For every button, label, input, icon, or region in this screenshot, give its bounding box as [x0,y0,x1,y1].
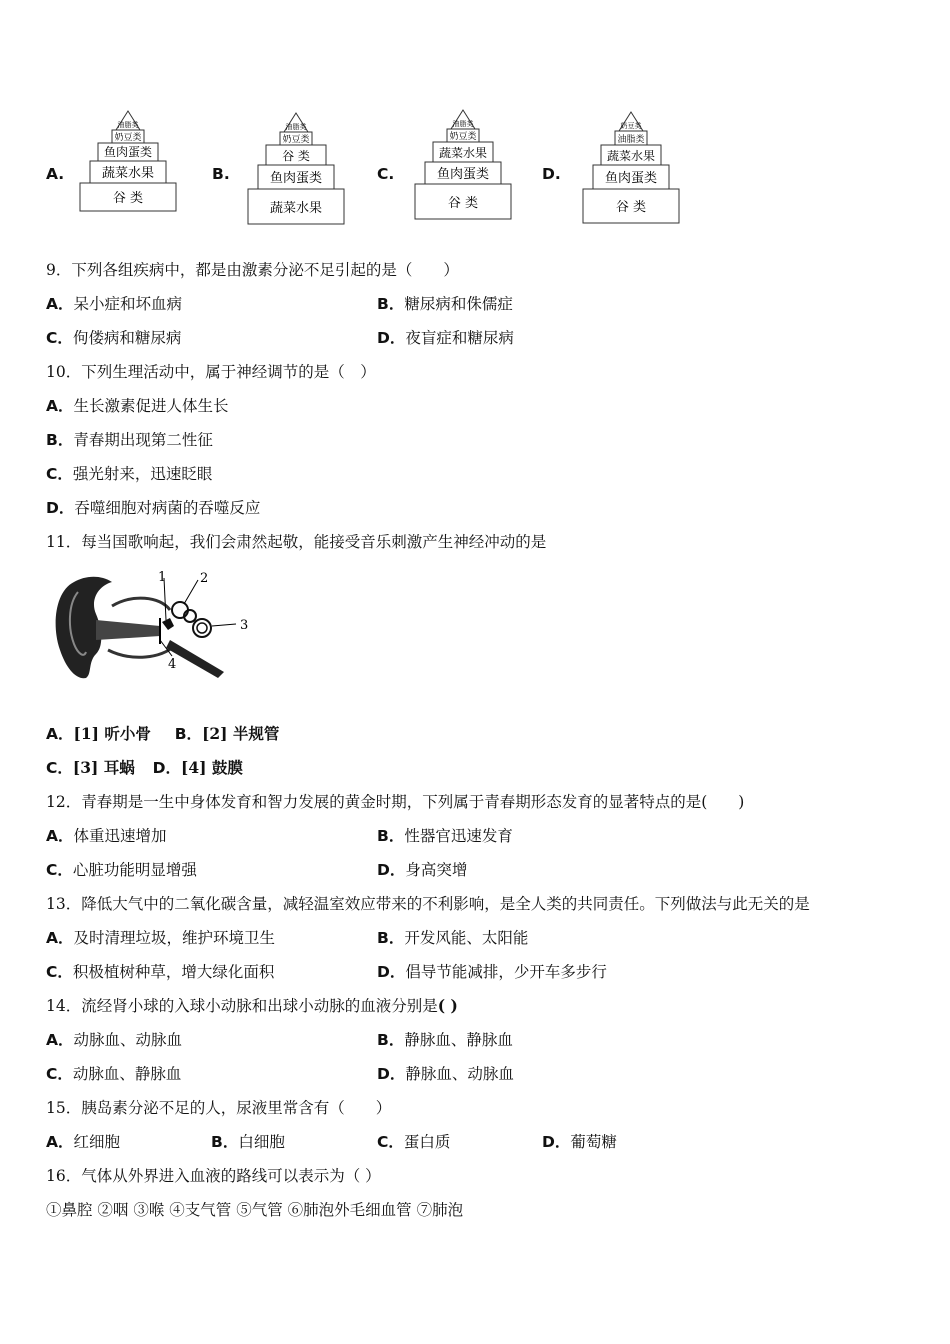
ear-label-1: 1 [158,570,167,585]
q14-option-d: D．静脉血、动脉血 [377,1065,514,1083]
q13-option-c: C．积极植树种草，增大绿化面积 [46,963,275,981]
pyramid-c-label: C. [377,165,395,183]
q10-stem: 10．下列生理活动中，属于神经调节的是（ ） [46,363,376,381]
q12-option-d: D．身高突增 [377,861,468,879]
pyramid-d-tier-1: 奶豆类 [620,122,642,130]
pyramid-c-tier-4: 鱼肉蛋类 [436,167,490,182]
q10-option-d: D．吞噬细胞对病菌的吞噬反应 [46,499,261,517]
pyramid-b-tier-3: 谷 类 [282,149,310,163]
q14-option-c: C．动脉血、静脉血 [46,1065,182,1083]
pyramid-b-tier-4: 鱼肉蛋类 [269,171,323,186]
ear-diagram [52,570,262,688]
q13-stem: 13．降低大气中的二氧化碳含量，减轻温室效应带来的不利影响，是全人类的共同责任。下列做法与此无关的是 [46,895,810,913]
pyramid-options-row [46,108,706,228]
pyramid-d-tier-2: 油脂类 [617,135,645,145]
q15-option-a: A．红细胞 [46,1133,121,1151]
pyramid-c-tier-1: 油脂类 [452,120,474,128]
pyramid-b-tier-1: 油脂类 [285,123,307,131]
pyramid-a [78,108,178,230]
ear-label-2: 2 [200,571,209,586]
q14-stem: 14．流经肾小球的入球小动脉和出球小动脉的血液分别是( ) [46,996,458,1015]
q13-option-b: B．开发风能、太阳能 [377,929,529,947]
pyramid-d-tier-3: 蔬菜水果 [606,149,656,163]
q11-option-c-text: [3] 耳蜗 [72,758,135,777]
ear-label-3: 3 [240,618,249,633]
q11-option-c-label: C． [46,759,73,777]
q14-option-b: B．静脉血、静脉血 [377,1031,513,1049]
q9-option-a: A．呆小症和坏血病 [46,295,183,313]
q13-option-a: A．及时清理垃圾，维护环境卫生 [46,929,276,947]
q15-option-b: B．白细胞 [211,1133,285,1151]
q16-stem: 16．气体从外界进入血液的路线可以表示为（ ） [46,1167,381,1185]
q11-option-d-text: [4] 鼓膜 [181,758,243,777]
pyramid-d-tier-5: 谷 类 [615,200,647,215]
q11-option-d-label: D． [152,759,181,777]
q12-stem: 12．青春期是一生中身体发育和智力发展的黄金时期，下列属于青春期形态发育的显著特点的是( ) [46,793,745,811]
q11-option-a-label: A． [46,725,74,743]
pyramid-b [246,108,346,232]
q11-option-b-label: B． [174,725,203,743]
pyramid-b-tier-5: 蔬菜水果 [269,201,323,216]
q9-option-b: B．糖尿病和侏儒症 [377,295,513,313]
q15-option-c: C．蛋白质 [377,1133,451,1151]
pyramid-a-tier-5: 谷 类 [112,191,144,206]
pyramid-a-tier-4: 蔬菜水果 [101,166,155,181]
pyramid-b-label: B. [212,165,230,183]
q16-route: ①鼻腔 ②咽 ③喉 ④支气管 ⑤气管 ⑥肺泡外毛细血管 ⑦肺泡 [46,1201,464,1219]
q11-option-a-text: [1] 听小骨 [73,724,151,743]
q9-stem: 9．下列各组疾病中，都是由激素分泌不足引起的是（ ） [46,261,459,279]
pyramid-c-tier-2: 奶豆类 [449,132,477,142]
pyramid-a-tier-2: 奶豆类 [114,133,142,143]
q14-option-a: A．动脉血、动脉血 [46,1031,183,1049]
q11-options-cd [46,758,243,778]
q9-option-d: D．夜盲症和糖尿病 [377,329,514,347]
pyramid-d-tier-4: 鱼肉蛋类 [604,171,658,186]
q12-option-b: B．性器官迅速发育 [377,827,513,845]
pyramid-d [581,108,681,232]
pyramid-a-label: A. [46,165,65,183]
q11-options-ab [46,724,279,744]
q15-stem: 15．胰岛素分泌不足的人，尿液里常含有（ ） [46,1099,392,1117]
q11-stem: 11．每当国歌响起，我们会肃然起敬，能接受音乐刺激产生神经冲动的是 [46,533,547,551]
pyramid-c-tier-5: 谷 类 [447,196,479,211]
pyramid-a-tier-3: 鱼肉蛋类 [103,145,153,159]
pyramid-c-tier-3: 蔬菜水果 [438,146,488,160]
q10-option-a: A．生长激素促进人体生长 [46,397,229,415]
ear-label-4: 4 [168,657,177,672]
q13-option-d: D．倡导节能减排，少开车多步行 [377,963,607,981]
q12-option-c: C．心脏功能明显增强 [46,861,197,879]
q12-option-a: A．体重迅速增加 [46,827,167,845]
q10-option-b: B．青春期出现第二性征 [46,431,213,449]
pyramid-a-tier-1: 油脂类 [117,121,139,129]
q11-option-b-text: [2] 半规管 [202,724,280,743]
pyramid-c [413,108,513,230]
pyramid-b-tier-2: 奶豆类 [282,135,310,145]
pyramid-d-label: D. [542,165,561,183]
q10-option-c: C．强光射来，迅速眨眼 [46,465,213,483]
q15-option-d: D．葡萄糖 [542,1133,617,1151]
q9-option-c: C．佝偻病和糖尿病 [46,329,182,347]
